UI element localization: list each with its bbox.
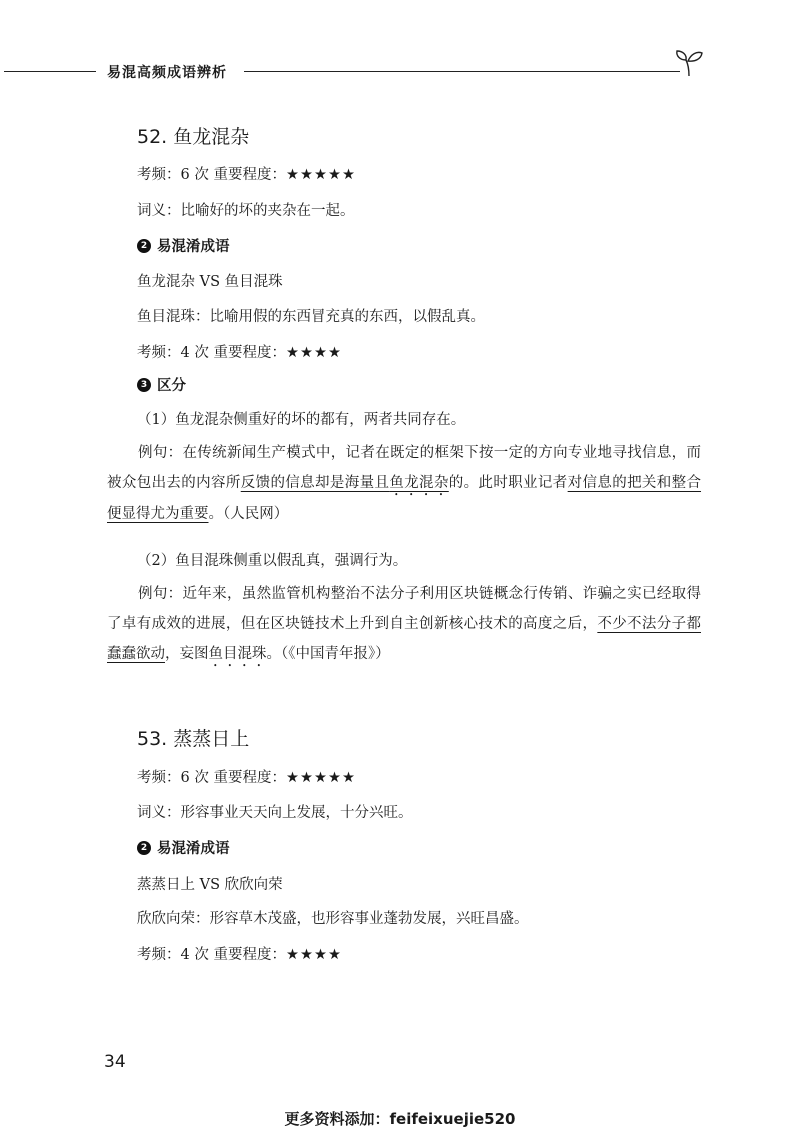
example-text: 例句：在传统新闻生产模式中，记者在既定的框架下按一定的方向专业地寻找信息，而被众包出去的内容所	[107, 445, 701, 491]
distinction-point-1: （1）鱼龙混杂侧重好的坏的都有，两者共同存在。	[137, 412, 466, 428]
alt-meaning-line: 欣欣向荣：形容草木茂盛，也形容事业蓬勃发展，兴旺昌盛。	[137, 911, 529, 927]
meaning-line: 词义：形容事业天天向上发展，十分兴旺。	[137, 805, 413, 821]
alt-importance-stars: ★★★★	[285, 947, 342, 963]
section-number-badge: 2	[137, 841, 151, 855]
entry-title: 52. 鱼龙混杂	[137, 126, 250, 148]
page-number: 34	[104, 1052, 126, 1072]
meaning-line: 词义：比喻好的坏的夹杂在一起。	[137, 203, 355, 219]
underlined-phrase: 不少不法分子都蠢蠢欲动	[107, 616, 701, 662]
section-heading	[137, 374, 186, 395]
alt-frequency-text: 考频：4 次 重要程度：	[137, 345, 286, 361]
example-source: 。（《中国青年报》）	[266, 646, 390, 662]
section-number-badge: 2	[137, 239, 151, 253]
alt-meaning-line: 鱼目混珠：比喻用假的东西冒充真的东西，以假乱真。	[137, 309, 485, 325]
compare-line: 鱼龙混杂 VS 鱼目混珠	[137, 274, 283, 290]
underlined-phrase: 对信息的把关和整合便显得尤为重要	[107, 475, 702, 522]
emphasized-idiom: 鱼目混珠	[208, 646, 267, 662]
section-heading	[137, 235, 230, 256]
running-header-title: 易混高频成语辨析	[107, 65, 227, 81]
example-text: ，妄图	[165, 646, 209, 662]
header-rule-left	[4, 71, 96, 72]
example-sentence-2	[107, 579, 701, 670]
frequency-text: 考频：6 次 重要程度：	[137, 167, 286, 183]
frequency-line	[137, 766, 356, 787]
importance-stars: ★★★★★	[285, 167, 356, 183]
section-number-badge: 3	[137, 378, 151, 392]
example-sentence-1	[107, 438, 701, 529]
alt-importance-stars: ★★★★	[285, 345, 342, 361]
distinction-point-2: （2）鱼目混珠侧重以假乱真，强调行为。	[137, 553, 408, 569]
section-heading	[137, 837, 230, 858]
example-source: 。（人民网）	[208, 506, 289, 522]
compare-line: 蒸蒸日上 VS 欣欣向荣	[137, 877, 283, 893]
section-heading-text: 区分	[157, 378, 186, 394]
section-heading-text: 易混淆成语	[157, 841, 230, 857]
entry-title: 53. 蒸蒸日上	[137, 728, 250, 750]
frequency-line	[137, 163, 356, 184]
footer-contact: 更多资料添加：feifeixuejie520	[284, 1110, 516, 1128]
section-heading-text: 易混淆成语	[157, 239, 230, 255]
alt-frequency-line	[137, 943, 342, 964]
importance-stars: ★★★★★	[285, 770, 356, 786]
underlined-phrase: 反馈的信息却是海量且	[240, 475, 390, 491]
example-text: 的。此时职业记者	[448, 475, 568, 491]
alt-frequency-text: 考频：4 次 重要程度：	[137, 947, 286, 963]
header-rule-right	[244, 71, 680, 72]
example-text: 例句：近年来，虽然监管机构整治不法分子利用区块链概念行传销、诈骗之实已经取得了卓有成效的进展，但在区块链技术上升到自主创新核心技术的高度之后，	[107, 586, 701, 632]
emphasized-idiom: 鱼龙混杂	[389, 475, 449, 491]
frequency-text: 考频：6 次 重要程度：	[137, 770, 286, 786]
sprout-icon	[674, 46, 704, 78]
alt-frequency-line	[137, 341, 342, 362]
